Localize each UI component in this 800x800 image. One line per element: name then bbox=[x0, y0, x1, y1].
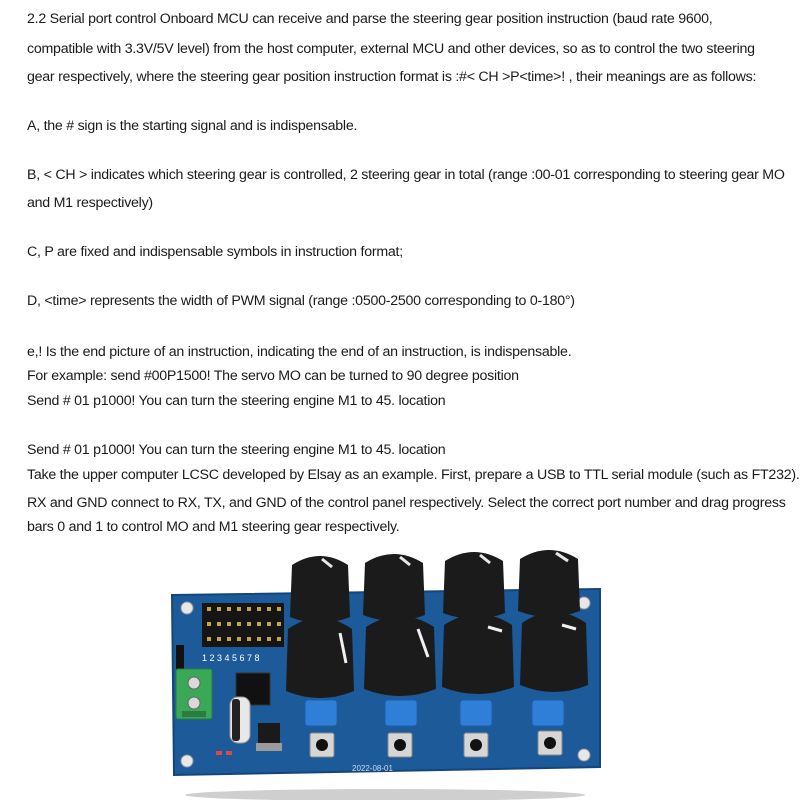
mounting-hole bbox=[181, 755, 193, 767]
mounting-hole bbox=[578, 749, 590, 761]
text-line-14: RX and GND connect to RX, TX, and GND of the control panel respectively. Select the correct port number and drag progress bbox=[27, 495, 786, 511]
text-line-11: Send # 01 p1000! You can turn the steering engine M1 to 45. location bbox=[27, 393, 446, 409]
text-line-4: A, the # sign is the starting signal and is indispensable. bbox=[27, 118, 358, 134]
text-line-13: Take the upper computer LCSC developed by Elsay as an example. First, prepare a USB to TTL serial module (such as FT232). bbox=[27, 467, 800, 483]
text-line-8: D, <time> represents the width of PWM signal (range :0500-2500 corresponding to 0-180°) bbox=[27, 293, 575, 309]
header-digits: 1 2 3 4 5 6 7 8 bbox=[202, 653, 260, 663]
text-line-6: and M1 respectively) bbox=[27, 195, 153, 211]
capacitor bbox=[230, 697, 250, 743]
text-line-1: 2.2 Serial port control Onboard MCU can receive and parse the steering gear position instruction (baud rate 9600, bbox=[27, 11, 713, 27]
mounting-hole bbox=[181, 602, 193, 614]
text-line-5: B, < CH > indicates which steering gear is controlled, 2 steering gear in total (range :00-01 corresponding to steering gear MO bbox=[27, 167, 785, 183]
led bbox=[216, 751, 222, 755]
text-line-2: compatible with 3.3V/5V level) from the host computer, external MCU and other devices, so as to control the two steering bbox=[27, 41, 755, 57]
pin-header bbox=[202, 603, 284, 647]
led bbox=[226, 751, 232, 755]
regulator bbox=[258, 723, 280, 743]
product-photo bbox=[160, 545, 610, 800]
text-line-7: C, P are fixed and indispensable symbols in instruction format; bbox=[27, 244, 403, 260]
regulator-tab bbox=[256, 743, 282, 751]
text-line-3: gear respectively, where the steering gear position instruction format is :#< CH >P<time>! , their meanings are as follows: bbox=[27, 69, 757, 85]
text-line-12: Send # 01 p1000! You can turn the steering engine M1 to 45. location bbox=[27, 442, 446, 458]
text-line-9: e,! Is the end picture of an instruction, indicating the end of an instruction, is indispensable. bbox=[27, 344, 572, 360]
text-line-10: For example: send #00P1500! The servo MO can be turned to 90 degree position bbox=[27, 368, 519, 384]
text-line-15: bars 0 and 1 to control MO and M1 steering gear respectively. bbox=[27, 519, 400, 535]
terminal-block bbox=[176, 669, 212, 719]
date-code: 2022-08-01 bbox=[352, 764, 393, 773]
